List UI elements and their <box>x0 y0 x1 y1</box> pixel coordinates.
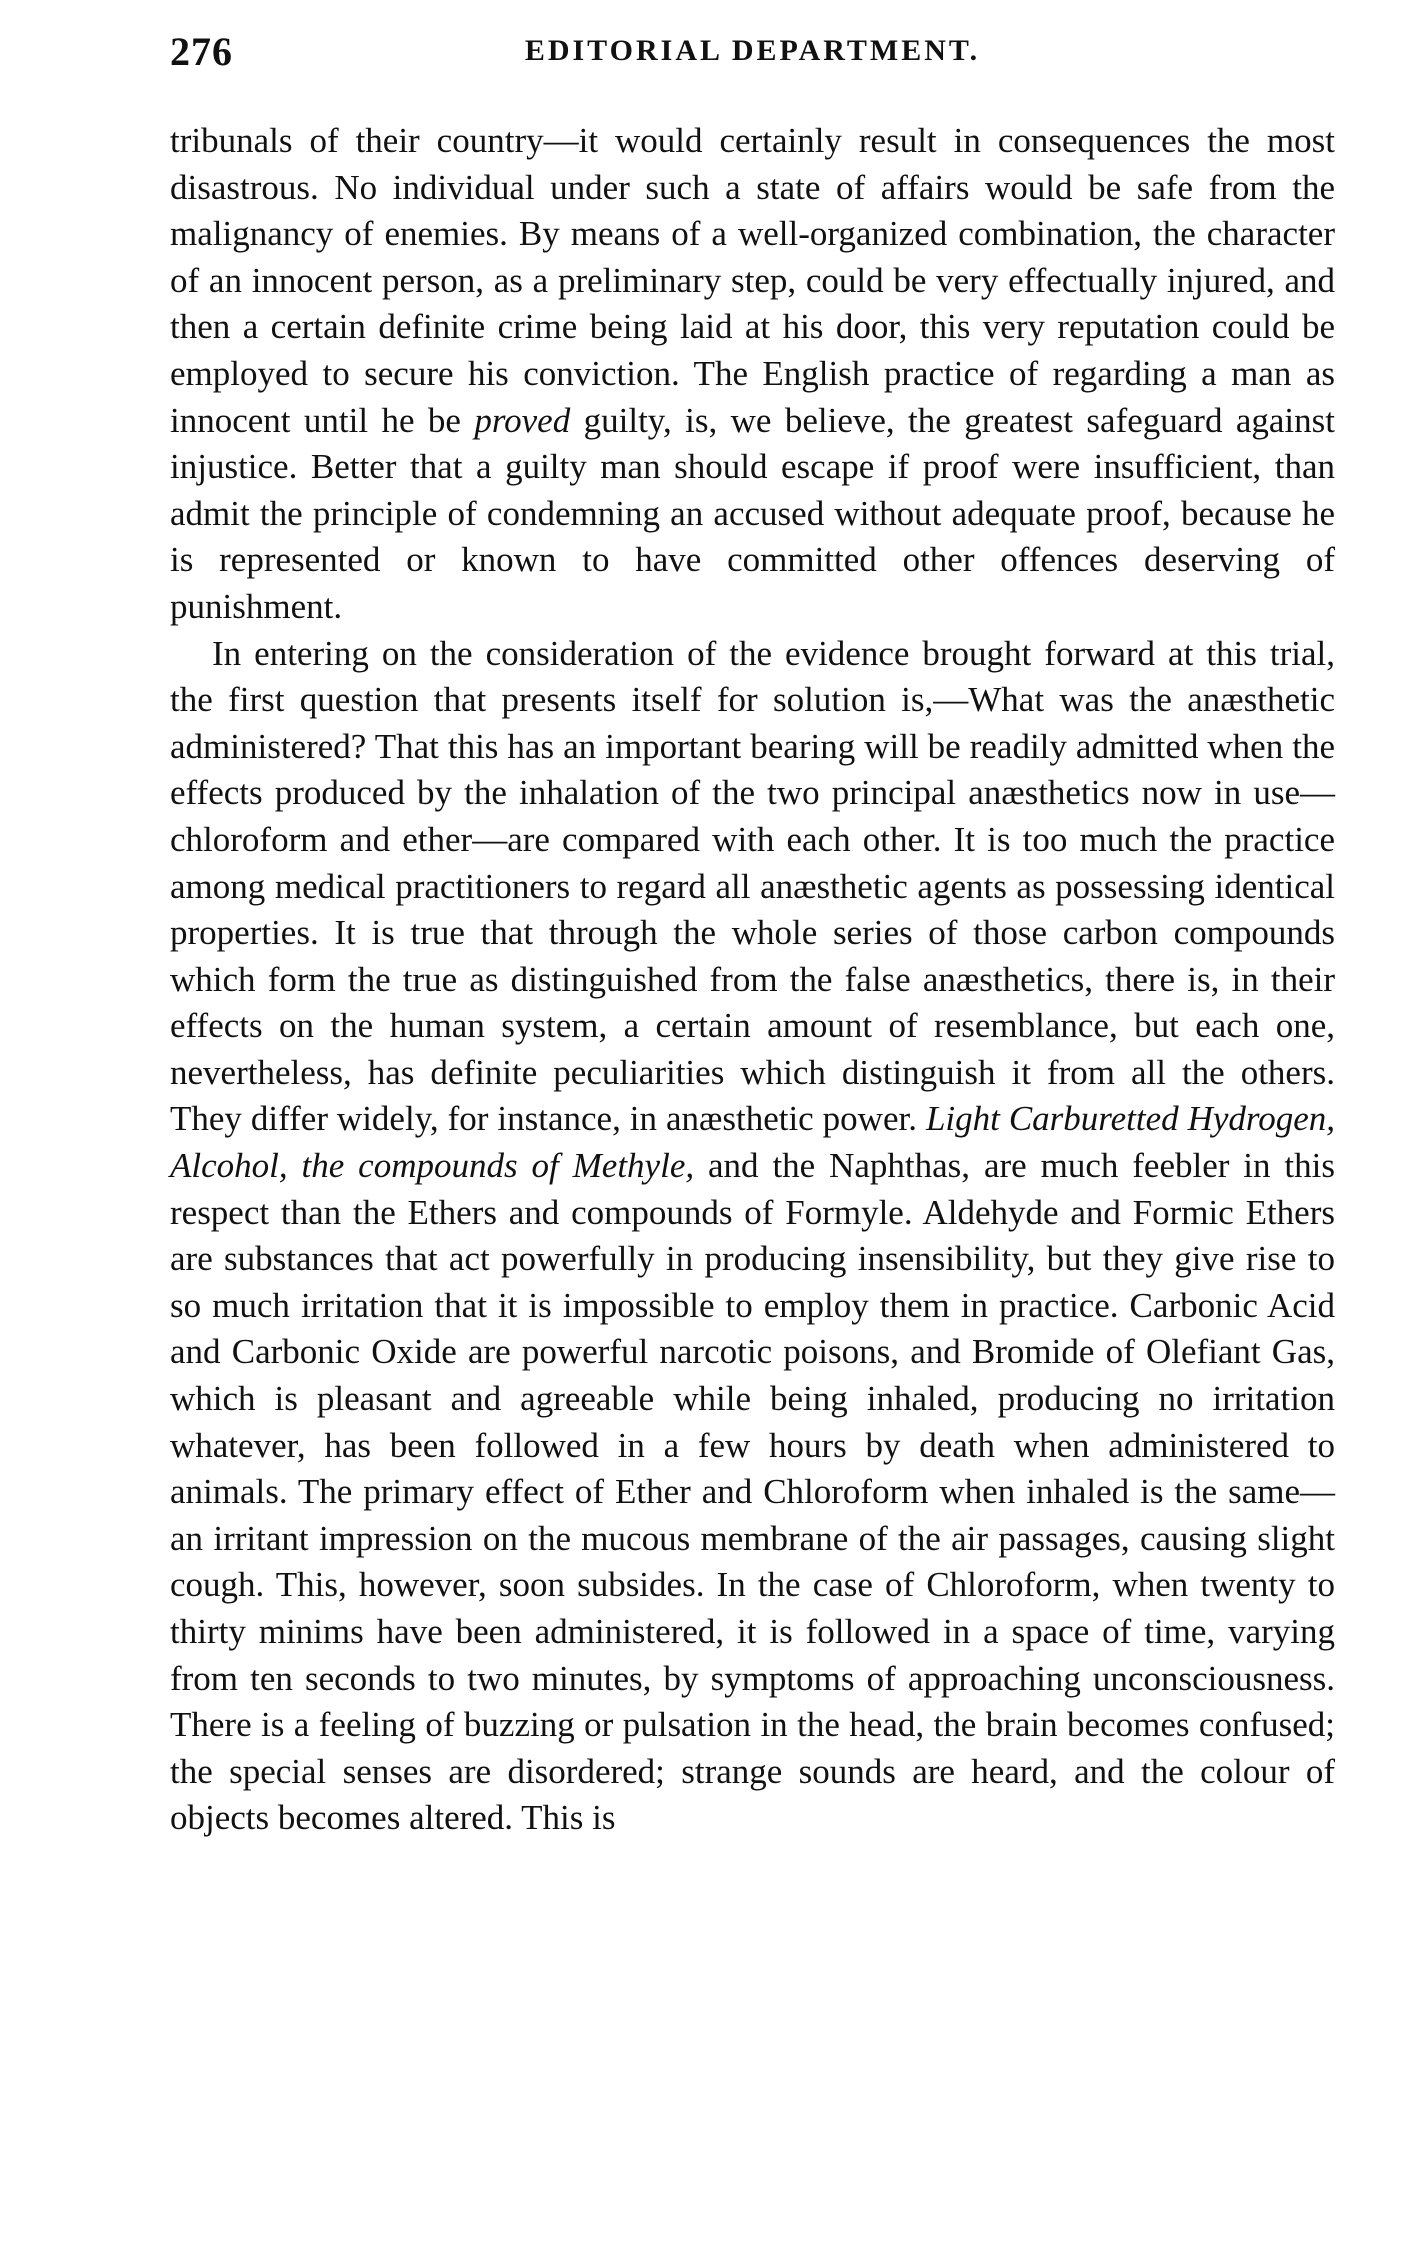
paragraph-1-text-b: guilty, is, we believe, the greatest safeguard against injustice. Better that a guilty man should escape if proof were insufficient, than admit the principle of condemning an accused without adequate proof, because he is represented or known to have committed other offences deserving of punishment. <box>170 400 1335 626</box>
paragraph-1-text-a: tribunals of their country—it would certainly result in consequences the most disastrous. No individual under such a state of affairs would be safe from the malignancy of enemies. By means of a well-organized combination, the character of an innocent person, as a preliminary step, could be very effectually injured, and then a certain definite crime being laid at his door, this very reputation could be employed to secure his conviction. The English practice of regarding a man as innocent until he be <box>170 121 1335 440</box>
page-number: 276 <box>170 29 233 74</box>
paragraph-2-text-b: and the Naphthas, are much feebler in this respect than the Ethers and compounds of Formyle. Aldehyde and Formic Ethers are substances that act powerfully in producing insensibility, but they give rise to so much irritation that it is impossible to employ them in practice. Carbonic Acid and Carbonic Oxide are powerful narcotic poisons, and Bromide of Olefiant Gas, which is pleasant and agreeable while being inhaled, producing no irritation whatever, has been followed in a few hours by death when administered to animals. The primary effect of Ether and Chloroform when inhaled is the same—an irritant impression on the mucous membrane of the air passages, causing slight cough. This, however, soon subsides. In the case of Chloroform, when twenty to thirty minims have been administered, it is followed in a space of time, varying from ten seconds to two minutes, by symptoms of approaching unconsciousness. There is a feeling of buzzing or pulsation in the head, the brain becomes confused; the special senses are disordered; strange sounds are heard, and the colour of objects becomes altered. This is <box>170 1146 1335 1838</box>
paragraph-2-italic: Light Carburetted Hydrogen, Alcohol, the compounds of Methyle, <box>170 1099 1335 1186</box>
paragraph-1 <box>170 118 1335 631</box>
running-head: EDITORIAL DEPARTMENT. <box>524 34 981 67</box>
body-text <box>170 118 1335 1842</box>
paragraph-2 <box>170 631 1335 1842</box>
paragraph-2-text-a: In entering on the consideration of the evidence brought forward at this trial, the first question that presents itself for solution is,—What was the anæsthetic administered? That this has an important bearing will be readily admitted when the effects produced by the inhalation of the two principal anæsthetics now in use—chloroform and ether—are compared with each other. It is too much the practice among medical practitioners to regard all anæsthetic agents as possessing identical properties. It is true that through the whole series of those carbon compounds which form the true as distinguished from the false anæsthetics, there is, in their effects on the human system, a certain amount of resemblance, but each one, nevertheless, has definite peculiarities which distinguish it from all the others. They differ widely, for instance, in anæsthetic power. <box>170 633 1335 1139</box>
paragraph-1-italic: proved <box>474 400 571 440</box>
page-header <box>170 22 1335 82</box>
